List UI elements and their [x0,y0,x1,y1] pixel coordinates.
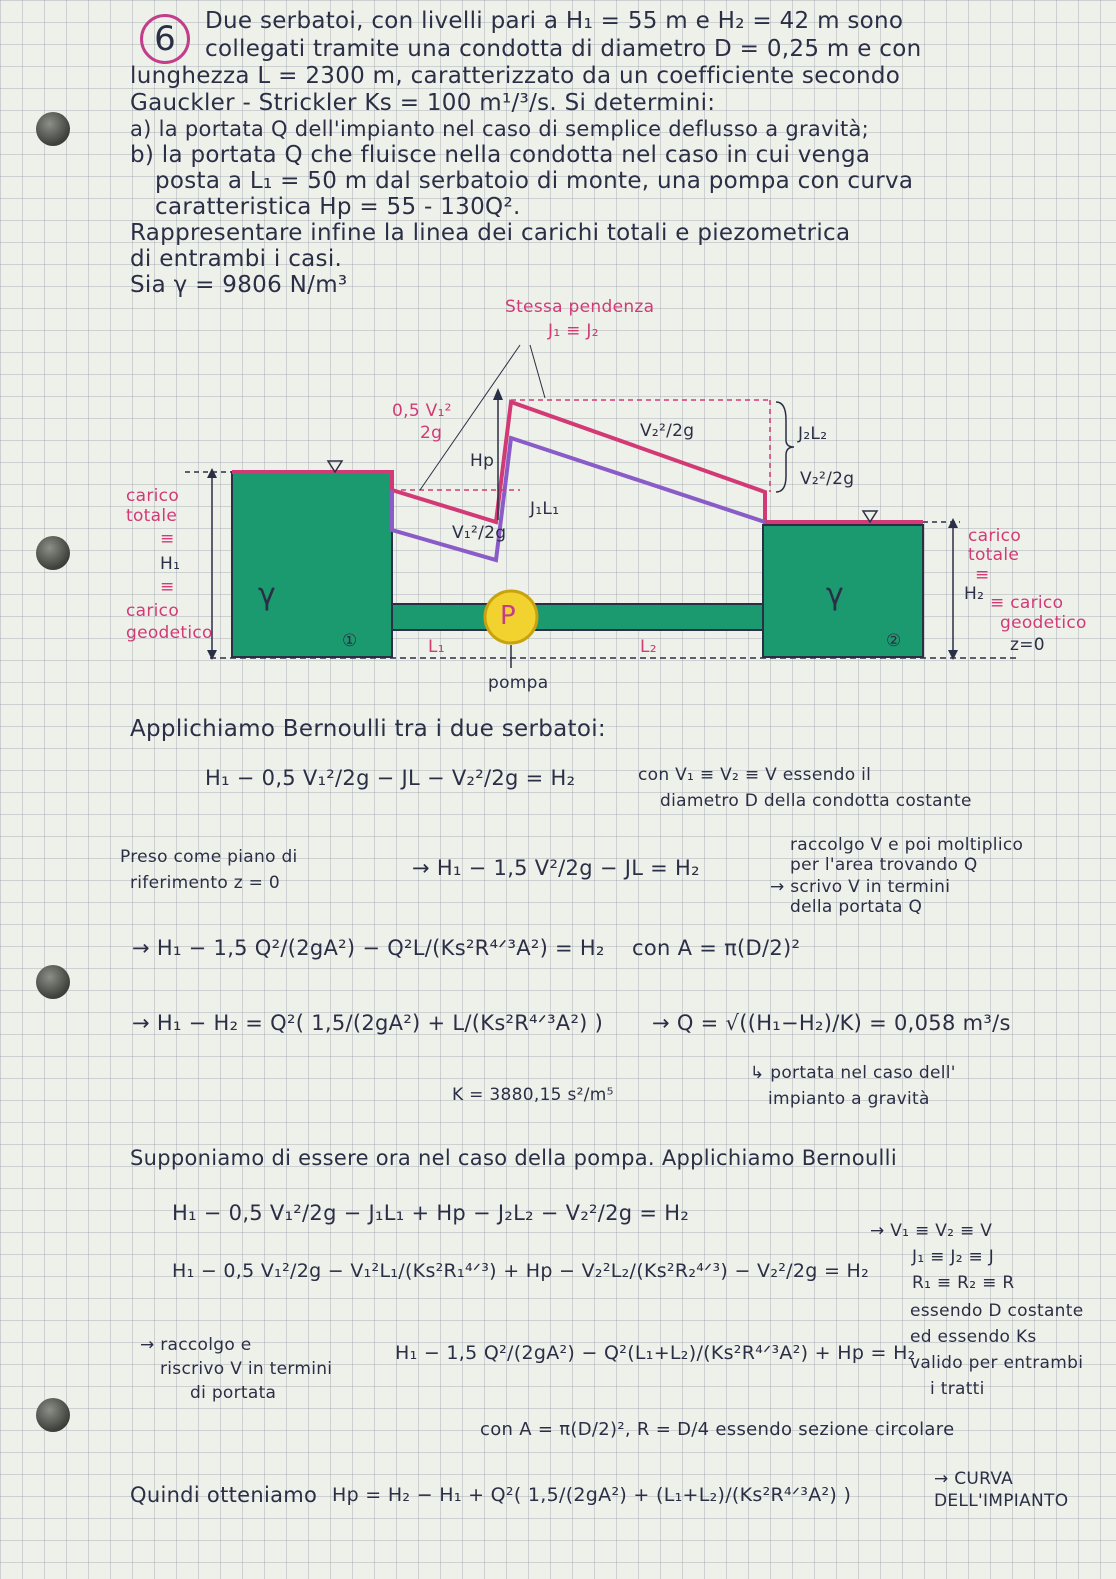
j2l2-brace [776,402,794,492]
label-right-1: totale [968,545,1020,565]
ref-plane-b: riferimento z = 0 [130,873,281,893]
eq-6-note-b: J₁ ≡ J₂ ≡ J [912,1247,995,1267]
eq-2: → H₁ − 1,5 V²/2g − JL = H₂ [412,856,700,880]
label-left-3: H₁ [160,554,181,574]
eq-3: → H₁ − 1,5 Q²/(2gA²) − Q²L/(Ks²R⁴ᐟ³A²) = H₂ [132,936,605,960]
eq-6-note-c: R₁ ≡ R₂ ≡ R [912,1273,1015,1293]
final-note-b: DELL'IMPIANTO [934,1491,1069,1511]
eq-7: H₁ − 1,5 Q²/(2gA²) − Q²(L₁+L₂)/(Ks²R⁴ᐟ³A²) + Hp = H₂ [395,1342,916,1364]
raccolgo-a: → raccolgo e [140,1335,252,1355]
label-right-0: carico [968,526,1022,546]
problem-line-11: Sia γ = 9806 N/m³ [130,272,348,298]
h1-arrow-top [207,468,217,478]
eq-4-result: → Q = √((H₁−H₂)/K) = 0,058 m³/s [652,1011,1011,1035]
eq-4: → H₁ − H₂ = Q²( 1,5/(2gA²) + L/(Ks²R⁴ᐟ³A²) ) [132,1011,604,1035]
pump-letter: P [500,601,516,631]
eq-2-note-c: → scrivo V in termini [770,877,951,897]
raccolgo-c: di portata [190,1383,277,1403]
label-v2sq2g-b: V₂²/2g [800,469,855,489]
eq-2-note-a: raccolgo V e poi moltiplico [790,835,1024,855]
q-note-a: ↳ portata nel caso dell' [750,1063,956,1083]
tank-1 [232,472,392,657]
problem-line-6: b) la portata Q che fluisce nella condotta nel caso in cui venga [130,142,871,168]
label-left-2: ≡ [160,529,175,549]
h2-arrow-top [948,518,958,528]
tank-1-number: ① [342,631,358,651]
problem-line-4: Gauckler - Strickler Ks = 100 m¹/³/s. Si determini: [130,90,716,116]
problem-line-3: lunghezza L = 2300 m, caratterizzato da un coefficiente secondo [130,63,901,89]
pipe [392,601,763,631]
solution-intro: Applichiamo Bernoulli tra i due serbatoi: [130,716,606,742]
eq-3-note: con A = π(D/2)² [632,936,801,960]
final-equation: Hp = H₂ − H₁ + Q²( 1,5/(2gA²) + (L₁+L₂)/(Ks²R⁴ᐟ³A²) ) [332,1484,852,1506]
label-left-1: totale [126,506,178,526]
k-value: K = 3880,15 s²/m⁵ [452,1085,614,1105]
eq-2-note-d: della portata Q [790,897,923,917]
label-l2: L₂ [640,637,657,657]
problem-number: 6 [140,14,190,64]
label-stessa-pendenza: Stessa pendenza [505,297,655,317]
eq-6: H₁ − 0,5 V₁²/2g − V₁²L₁/(Ks²R₁⁴ᐟ³) + Hp − V₂²L₂/(Ks²R₂⁴ᐟ³) − V₂²/2g = H₂ [172,1260,870,1282]
label-v2sq2g: V₂²/2g [640,421,695,441]
label-hp: Hp [470,451,495,471]
problem-line-2: collegati tramite una condotta di diametro D = 0,25 m e con [205,36,922,62]
label-left-6: geodetico [126,623,213,643]
problem-line-5: a) la portata Q dell'impianto nel caso di semplice deflusso a gravità; [130,117,870,141]
q-note-b: impianto a gravità [768,1089,930,1109]
eq-2-note-b: per l'area trovando Q [790,855,978,875]
eq-6-note-d: essendo D costante [910,1301,1084,1321]
eq-6-note-e: ed essendo Ks [910,1327,1037,1347]
ref-plane-a: Preso come piano di [120,847,298,867]
eq-1-note-a: con V₁ ≡ V₂ ≡ V essendo il [638,765,872,785]
label-pompa: pompa [488,673,549,693]
raccolgo-b: riscrivo V in termini [160,1359,333,1379]
problem-line-10: di entrambi i casi. [130,246,343,272]
problem-line-9: Rappresentare infine la linea dei carichi totali e piezometrica [130,220,851,246]
label-j-equal: J₁ ≡ J₂ [548,321,599,341]
eq-6-note-f: valido per entrambi [910,1353,1084,1373]
final-label: Quindi otteniamo [130,1483,318,1507]
label-right-2: ≡ [975,565,990,585]
solution-pump-intro: Supponiamo di essere ora nel caso della pompa. Applichiamo Bernoulli [130,1146,897,1170]
piezometric-line [392,438,765,560]
label-j2l2: J₂L₂ [798,424,828,444]
label-left-5: carico [126,601,180,621]
label-v1sq2g: V₁²/2g [452,523,507,543]
h2-arrow-bot [948,650,958,660]
eq-7-note: con A = π(D/2)², R = D/4 essendo sezione circolare [480,1419,955,1440]
tank-2-number: ② [886,631,902,651]
eq-6-note-g: i tratti [930,1379,985,1399]
pointer-stessa [530,345,545,398]
label-left-0: carico [126,486,180,506]
label-l1: L₁ [428,637,445,657]
eq-1-note-b: diametro D della condotta costante [660,791,972,811]
eq-6-note-a: → V₁ ≡ V₂ ≡ V [870,1221,993,1241]
problem-line-7: posta a L₁ = 50 m dal serbatoio di monte, una pompa con curva [155,168,914,194]
eq-1: H₁ − 0,5 V₁²/2g − JL − V₂²/2g = H₂ [205,766,576,790]
label-v1-a: 0,5 V₁² [392,401,452,421]
label-h2: H₂ [964,584,985,604]
hp-arrowhead [493,388,503,400]
label-left-4: ≡ [160,577,175,597]
final-note-a: → CURVA [934,1469,1014,1489]
problem-line-1: Due serbatoi, con livelli pari a H₁ = 55 m e H₂ = 42 m sono [205,8,904,34]
label-geo-right-1: geodetico [1000,613,1087,633]
label-z0: z=0 [1010,635,1045,655]
gamma-1: γ [258,577,277,612]
problem-line-8: caratteristica Hp = 55 - 130Q². [155,194,521,220]
gamma-2: γ [826,577,845,612]
label-v1-b: 2g [420,423,443,443]
eq-5: H₁ − 0,5 V₁²/2g − J₁L₁ + Hp − J₂L₂ − V₂²/2g = H₂ [172,1201,690,1225]
label-j1l1: J₁L₁ [530,499,560,519]
label-geo-right-0: ≡ carico [990,593,1064,613]
